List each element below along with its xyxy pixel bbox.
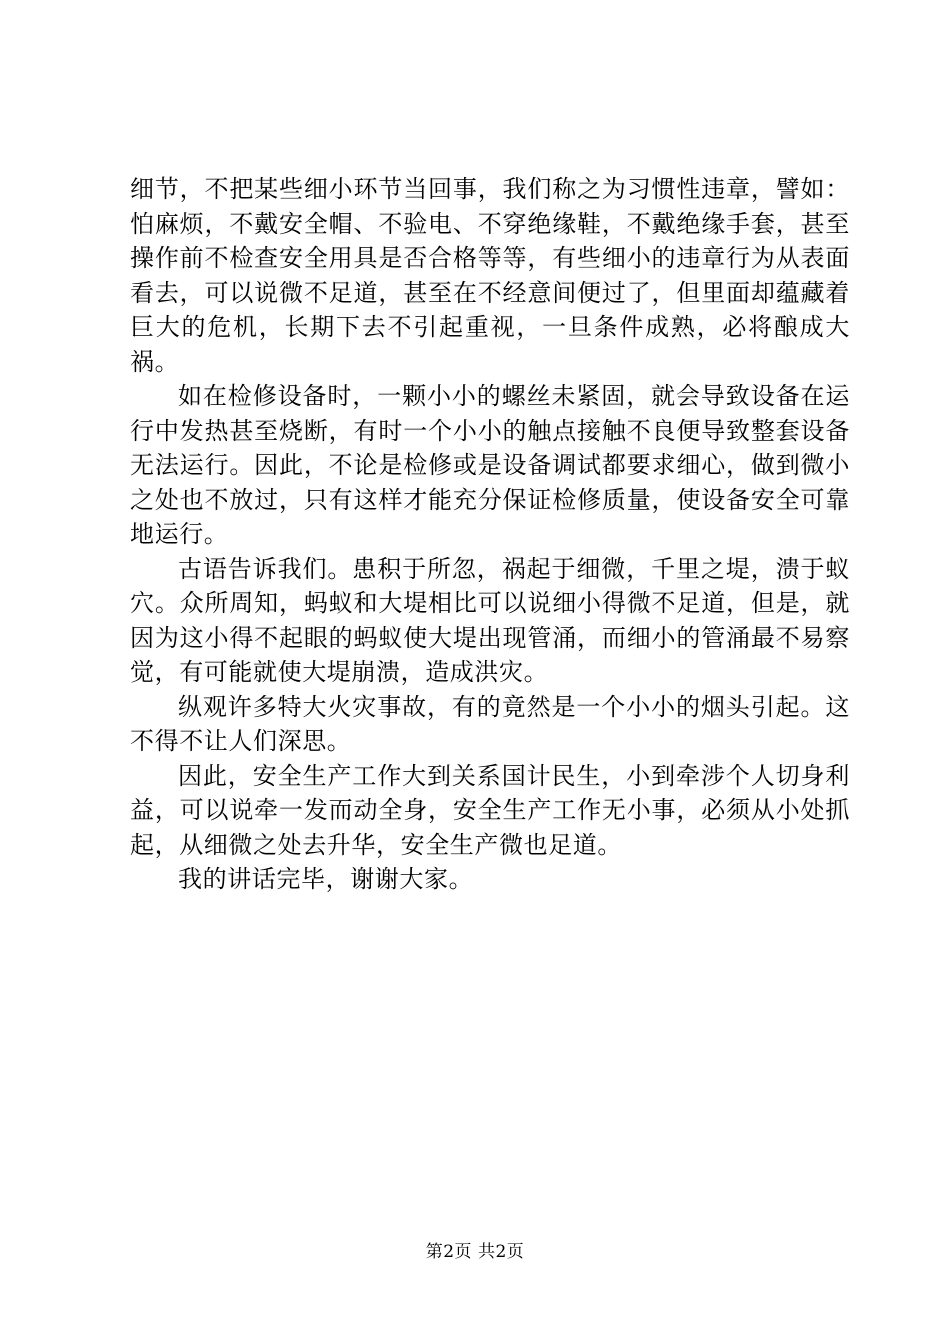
- paragraph-5: 因此，安全生产工作大到关系国计民生，小到牵涉个人切身利益，可以说牵一发而动全身，安全生产工作无小事，必须从小处抓起，从细微之处去升华，安全生产微也足道。: [130, 761, 850, 859]
- paragraph-4: 纵观许多特大火灾事故，有的竟然是一个小小的烟头引起。这不得不让人们深思。: [130, 692, 850, 755]
- document-body: [130, 172, 850, 897]
- paragraph-6: 我的讲话完毕，谢谢大家。: [178, 865, 474, 893]
- paragraph-1: 细节，不把某些细小环节当回事，我们称之为习惯性违章，譬如：怕麻烦，不戴安全帽、不验电、不穿绝缘鞋，不戴绝缘手套，甚至操作前不检查安全用具是否合格等等，有些细小的违章行为从表面看去，可以说微不足道，甚至在不经意间便过了，但里面却蕴藏着巨大的危机，长期下去不引起重视，一旦条件成熟，必将酿成大祸。: [130, 175, 850, 376]
- page-number-footer: 第2页 共2页: [425, 1242, 525, 1262]
- paragraph-3: 古语告诉我们。患积于所忽，祸起于细微，千里之堤，溃于蚁穴。众所周知，蚂蚁和大堤相比可以说细小得微不足道，但是，就因为这小得不起眼的蚂蚁使大堤出现管涌，而细小的管涌最不易察觉，有可能就使大堤崩溃，造成洪灾。: [130, 554, 850, 686]
- paragraph-2: 如在检修设备时，一颗小小的螺丝未紧固，就会导致设备在运行中发热甚至烧断，有时一个小小的触点接触不良便导致整套设备无法运行。因此，不论是检修或是设备调试都要求细心，做到微小之处也不放过，只有这样才能充分保证检修质量，使设备安全可靠地运行。: [130, 382, 850, 548]
